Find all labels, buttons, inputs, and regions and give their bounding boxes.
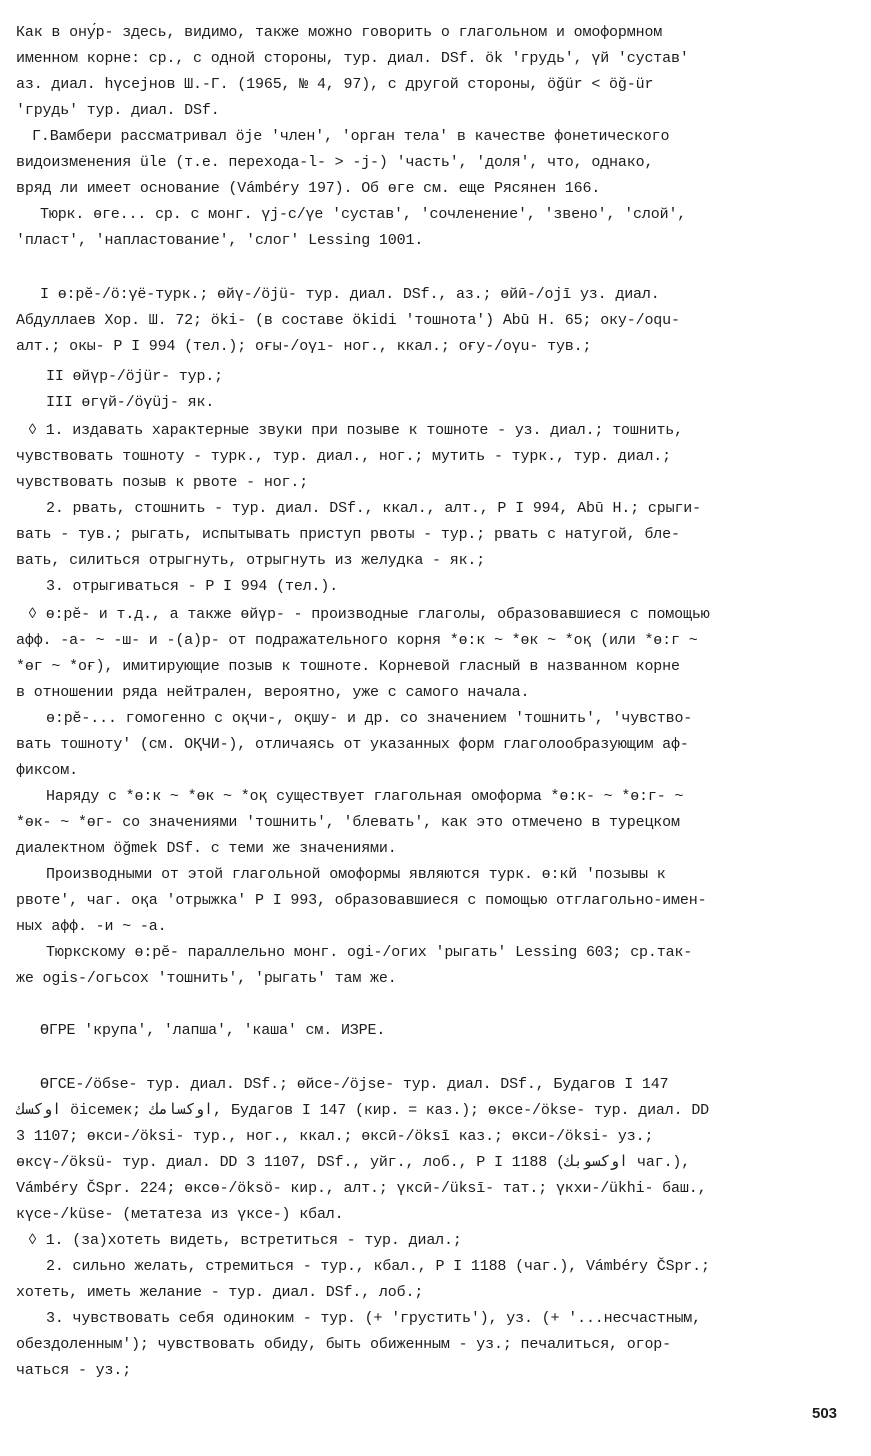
text-line: *өк- ~ *өг- со значениями 'тошнить', 'блевать', как это отмечено в турецком — [16, 814, 680, 831]
text-line: афф. -а- ~ -ш- и -(а)р- от подражательного корня *ө:к ~ *өк ~ *оқ (или *ө:г ~ — [16, 632, 698, 649]
text-line: ◊ 1. (за)хотеть видеть, встретиться - тур. диал.; — [28, 1232, 462, 1249]
text-line: вать тошноту' (см. ОҚЧИ-), отличаясь от указанных форм глаголообразующим аф- — [16, 736, 689, 753]
entry-headword-line: ӨГСЕ-/öбsе- тур. диал. DSf.; өйсе-/öjsе- тур. диал. DSf., Будагов I 147 — [40, 1076, 669, 1093]
text-line: 2. рвать, стошнить - тур. диал. DSf., ккал., алт., P I 994, Abū H.; срыги- — [46, 500, 702, 517]
text-line: *өг ~ *оғ), имитирующие позыв к тошноте. Корневой гласный в названном корне — [16, 658, 680, 675]
text-line: видоизменения üle (т.е. перехода-l- > -j-) 'часть', 'доля', что, однако, — [16, 154, 654, 171]
text-line: вать, силиться отрыгнуть, отрыгнуть из желудка - як.; — [16, 552, 486, 569]
text-line: рвоте', чаг. оқа 'отрыжка' P I 993, образовавшиеся с помощью отглагольно-имен- — [16, 892, 707, 909]
text-line: аз. диал. hүсеjнов Ш.-Г. (1965, № 4, 97), с другой стороны, öğür < öğ-ür — [16, 76, 654, 93]
text-line: вряд ли имеет основание (Vámbéry 197). Об өге см. еще Рясянен 166. — [16, 180, 601, 197]
text-line: ө:рӗ-... гомогенно с оқчи-, оқшу- и др. со значением 'тошнить', 'чувство- — [46, 710, 693, 727]
text-line: Наряду с *ө:к ~ *өк ~ *оқ существует глагольная омоформа *ө:к- ~ *ө:г- ~ — [46, 788, 684, 805]
text-line: фиксом. — [16, 762, 78, 779]
page-number: 503 — [812, 1405, 838, 1422]
text-line: Г.Вамбери рассматривал öje 'член', 'орган тела' в качестве фонетического — [32, 128, 670, 145]
text-line: ◊ ө:рӗ- и т.д., а также өйүр- - производные глаголы, образовавшиеся с помощью — [28, 606, 710, 623]
text-line: Тюркскому ө:рӗ- параллельно монг. ogi-/огих 'рыгать' Lessing 603; ср.так- — [46, 944, 693, 961]
text-line: Абдуллаев Хор. Ш. 72; öki- (в составе ökidi 'тошнота') Abū H. 65; оку-/oqu- — [16, 312, 680, 329]
text-line: 'грудь' тур. диал. DSf. — [16, 102, 220, 119]
text-line: обездоленным'); чувствовать обиду, быть обиженным - уз.; печалиться, огор- — [16, 1336, 672, 1353]
text-line: алт.; окы- P I 994 (тел.); оғы-/oγı- ног., ккал.; оғу-/oγu- тув.; — [16, 338, 592, 355]
text-line: именном корне: ср., с одной стороны, тур. диал. DSf. ök 'грудь', үй 'сустав' — [16, 50, 689, 67]
text-line: 3. отрыгиваться - P I 994 (тел.). — [46, 578, 339, 595]
text-line: 3. чувствовать себя одиноким - тур. (+ 'грустить'), уз. (+ '...несчастным, — [46, 1310, 702, 1327]
text-line: Тюрк. өге... ср. с монг. үј-с/үе 'сустав', 'сочленение', 'звено', 'слой', — [40, 206, 687, 223]
text-line: өксү-/öksü- тур. диал. DD 3 1107, DSf., уйг., лоб., P I 1188 (اوكسوبك чаг.), — [16, 1154, 691, 1171]
text-line: 'пласт', 'напластование', 'слог' Lessing 1001. — [16, 232, 424, 249]
text-line: II өйүр-/öjür- тур.; — [46, 368, 224, 385]
text-line: ◊ 1. издавать характерные звуки при позыве к тошноте - уз. диал.; тошнить, — [28, 422, 684, 439]
text-line: 2. сильно желать, стремиться - тур., кбал., P I 1188 (чаг.), Vámbéry ČSpr.; — [46, 1258, 710, 1275]
text-line: чаться - уз.; — [16, 1362, 132, 1379]
text-line: ных афф. -и ~ -а. — [16, 918, 167, 935]
text-line: اوكسك öiсемек; اوكسامك, Будагов I 147 (кир. = каз.); өксе-/öksе- тур. диал. DD — [16, 1102, 710, 1119]
text-line: хотеть, иметь желание - тур. диал. DSf., лоб.; — [16, 1284, 424, 1301]
text-line: III өгүй-/öγüj- як. — [46, 394, 215, 411]
text-line: в отношении ряда нейтрален, вероятно, уже с самого начала. — [16, 684, 530, 701]
entry-headword-line: I ө:рӗ-/ö:γё-турк.; өйү-/öjü- тур. диал. DSf., аз.; өйӣ-/ojī уз. диал. — [40, 286, 660, 303]
text-line: же ogis-/огьсох 'тошнить', 'рыгать' там же. — [16, 970, 397, 987]
text-line: күсе-/küsе- (метатеза из үксе-) кбал. — [16, 1206, 344, 1223]
text-line: 3 1107; өкси-/öksi- тур., ног., ккал.; өксӣ-/öksī каз.; өкси-/öksi- уз.; — [16, 1128, 654, 1145]
text-line: чувствовать позыв к рвоте - ног.; — [16, 474, 309, 491]
text-line: диалектном öğmek DSf. с теми же значениями. — [16, 840, 397, 857]
text-line: чувствовать тошноту - турк., тур. диал., ног.; мутить - турк., тур. диал.; — [16, 448, 672, 465]
text-line: Производными от этой глагольной омоформы являются турк. ө:кй 'позывы к — [46, 866, 666, 883]
text-line: Как в ону́р- здесь, видимо, также можно говорить о глагольном и омоформном — [16, 24, 663, 41]
text-line: вать - тув.; рыгать, испытывать приступ рвоты - тур.; рвать с натугой, бле- — [16, 526, 680, 543]
text-line: Vámbéry ČSpr. 224; өксө-/öksö- кир., алт.; үксӣ-/üksī- тат.; үкхи-/ükhi- баш., — [16, 1180, 707, 1197]
entry-headword-line: ӨГРЕ 'крупа', 'лапша', 'каша' см. ИЗРЕ. — [40, 1022, 386, 1039]
